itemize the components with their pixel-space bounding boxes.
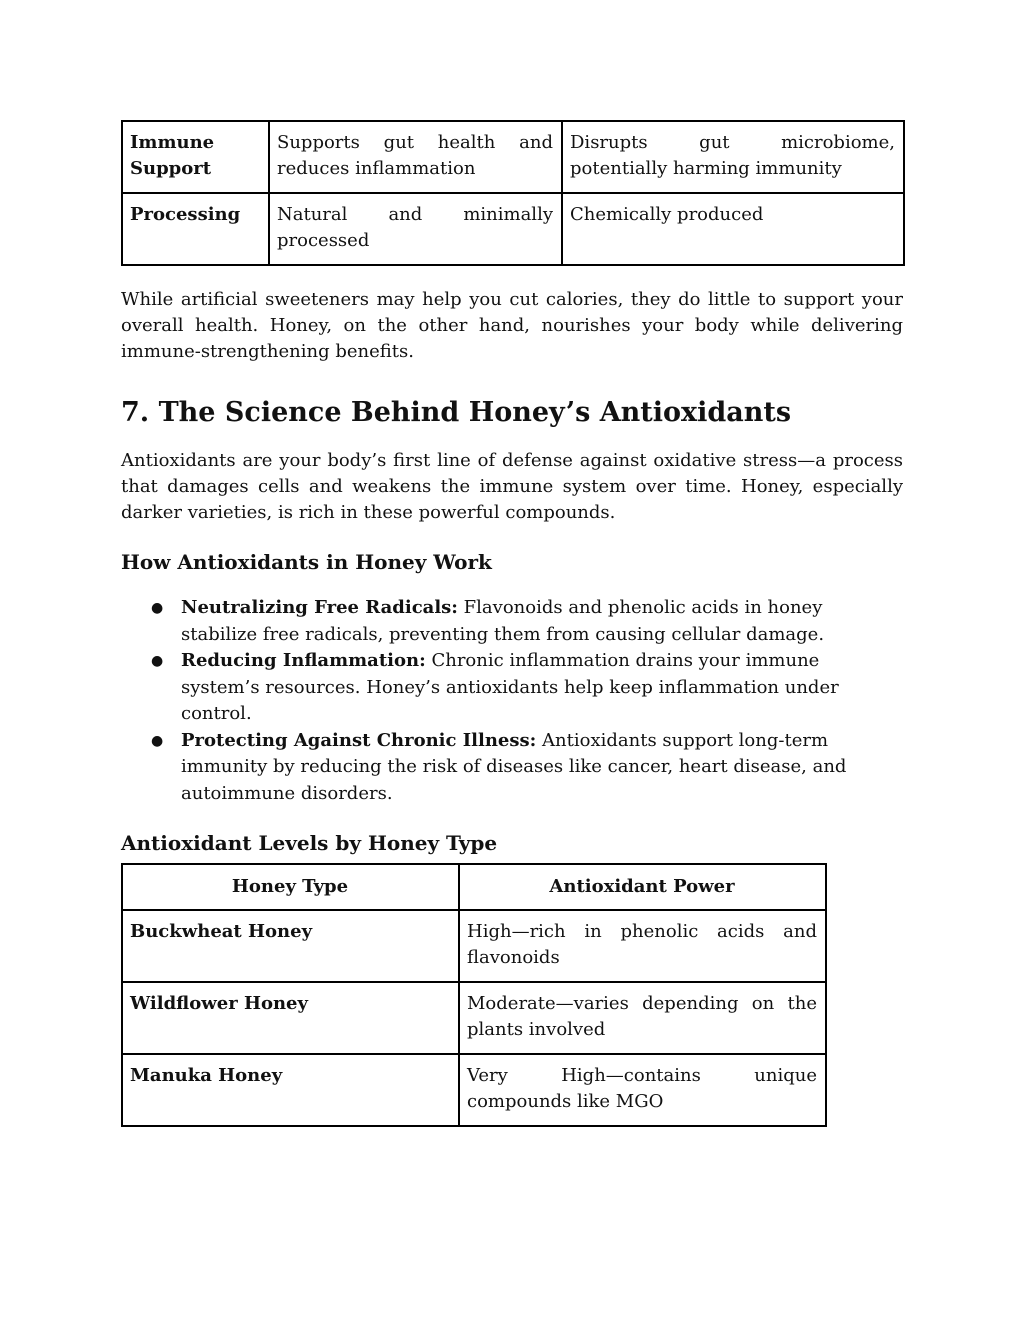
intro-paragraph: Antioxidants are your body’s first line of defense against oxidative stress—a process that damages cells and weakens the immune system over time. Honey, especially darker varieties, is rich in these powerful compounds. (121, 450, 903, 523)
antioxidant-bullet-list (121, 595, 903, 807)
bullet-text: Antioxidants support long-term immunity by reducing the risk of diseases like cancer, heart disease, and autoimmune disorders. (181, 729, 847, 804)
bullet-icon: ● (151, 600, 164, 616)
artificial-cell: Disrupts gut microbiome, potentially harming immunity (562, 121, 904, 193)
table-row (122, 193, 904, 265)
honey-type-cell: Wildflower Honey (122, 982, 459, 1054)
honey-cell: Natural and minimally processed (269, 193, 562, 265)
summary-paragraph: While artificial sweeteners may help you cut calories, they do little to support your overall health. Honey, on the other hand, nourishes your body while delivering immune-strengthening benefits. (121, 289, 903, 362)
antioxidant-levels-table (121, 863, 827, 1127)
list-item (121, 595, 903, 648)
list-item (121, 728, 903, 808)
column-header: Honey Type (122, 864, 459, 910)
bullet-text: Chronic inflammation drains your immune system’s resources. Honey’s antioxidants help keep inflammation under control. (181, 650, 839, 724)
section-heading: 7. The Science Behind Honey’s Antioxidants (121, 397, 792, 428)
antioxidant-power-cell: Moderate—varies depending on the plants involved (459, 982, 826, 1054)
subheading-antioxidant-levels: Antioxidant Levels by Honey Type (121, 831, 498, 855)
table-row (122, 1054, 826, 1126)
row-label: Processing (122, 193, 269, 265)
bullet-title: Neutralizing Free Radicals: (181, 597, 458, 618)
row-label: Immune Support (122, 121, 269, 193)
antioxidant-power-cell: High—rich in phenolic acids and flavonoids (459, 910, 826, 982)
column-header: Antioxidant Power (459, 864, 826, 910)
table-header-row (122, 864, 826, 910)
bullet-text: Flavonoids and phenolic acids in honey stabilize free radicals, preventing them from causing cellular damage. (181, 597, 825, 645)
honey-cell: Supports gut health and reduces inflammation (269, 121, 562, 193)
document-page (121, 120, 903, 1127)
list-item (121, 648, 903, 728)
table-row (122, 121, 904, 193)
table-row (122, 910, 826, 982)
bullet-title: Reducing Inflammation: (181, 650, 426, 671)
subheading-how-antioxidants-work: How Antioxidants in Honey Work (121, 550, 492, 574)
bullet-icon: ● (151, 732, 164, 749)
comparison-table (121, 120, 905, 266)
honey-type-cell: Manuka Honey (122, 1054, 459, 1126)
artificial-cell: Chemically produced (562, 193, 904, 265)
bullet-icon: ● (151, 653, 164, 669)
table-row (122, 982, 826, 1054)
bullet-title: Protecting Against Chronic Illness: (181, 729, 537, 751)
honey-type-cell: Buckwheat Honey (122, 910, 459, 982)
antioxidant-power-cell: Very High—contains unique compounds like MGO (459, 1054, 826, 1126)
